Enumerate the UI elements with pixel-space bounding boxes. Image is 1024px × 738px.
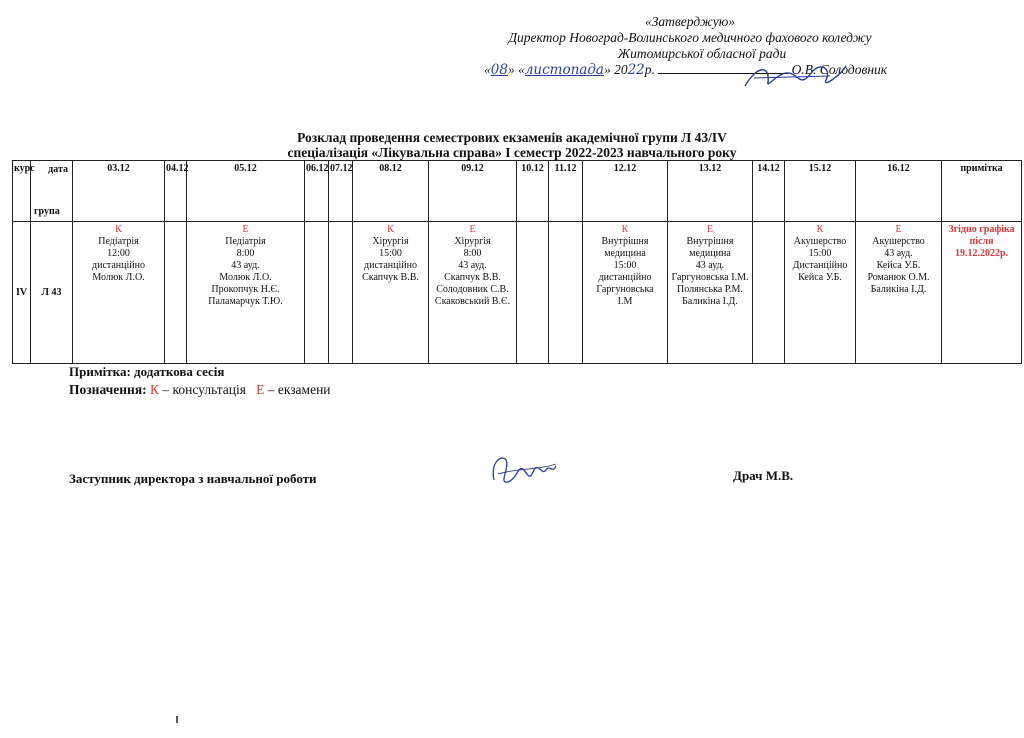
session-line: 15:00 xyxy=(613,260,637,271)
exam-schedule-table xyxy=(12,160,1022,364)
approval-year-prefix: » 20 xyxy=(603,62,628,77)
session-line: І.М xyxy=(617,296,633,307)
deputy-name: Драч М.В. xyxy=(733,468,794,483)
session-line: Гаргуновська xyxy=(596,284,654,295)
session-type: К xyxy=(115,224,122,235)
session-line: 12:00 xyxy=(107,248,130,259)
schedule-cell xyxy=(73,222,165,364)
header-date-cell: 11.12 xyxy=(549,161,583,222)
session-line: 43 ауд. xyxy=(231,260,260,271)
schedule-cell xyxy=(165,222,187,364)
session-line: Хірургія xyxy=(372,236,409,247)
session-type: Е xyxy=(469,224,476,235)
row-note: Згідно графіка після 19.12.2022р. xyxy=(942,222,1022,364)
header-date-group xyxy=(31,161,73,222)
session-line: медицина xyxy=(604,248,646,259)
session-line: Баликіна І.Д. xyxy=(870,284,927,295)
schedule-cell xyxy=(549,222,583,364)
approval-line-1: «Затверджую» xyxy=(644,14,735,29)
schedule-cell xyxy=(856,222,942,364)
session-line: 15:00 xyxy=(379,248,402,259)
header-date-cell: 13.12 xyxy=(668,161,753,222)
schedule-cell xyxy=(329,222,353,364)
header-date-cell: 09.12 xyxy=(429,161,517,222)
schedule-title-line-1: Розклад проведення семестрових екзаменів академічної групи Л 43/IV xyxy=(297,130,727,145)
schedule-cell xyxy=(517,222,549,364)
header-date: дата xyxy=(48,164,68,175)
session-line: Скапчук В.В. xyxy=(362,272,419,283)
schedule-cell xyxy=(353,222,429,364)
legend-e: Е xyxy=(256,382,265,397)
schedule-cell xyxy=(583,222,668,364)
session-line: Скаковський В.Є. xyxy=(434,296,511,307)
header-date-cell: 03.12 xyxy=(73,161,165,222)
header-date-cell: 15.12 xyxy=(785,161,856,222)
schedule-cell xyxy=(429,222,517,364)
session-type: Е xyxy=(895,224,902,235)
header-date-cell: 10.12 xyxy=(517,161,549,222)
director-name: О.В. Солодовник xyxy=(791,62,888,77)
session-line: 43 ауд. xyxy=(884,248,913,259)
session-line: Солодовник С.В. xyxy=(436,284,509,295)
row-course: IV xyxy=(13,222,31,364)
schedule-cell xyxy=(305,222,329,364)
session-line: Педіатрія xyxy=(98,236,139,247)
session-line: Дистанційно xyxy=(792,260,848,271)
header-date-cell: 12.12 xyxy=(583,161,668,222)
legend-e-text: – екзамени xyxy=(264,382,331,397)
header-date-cell: 04.12 xyxy=(165,161,187,222)
session-line: Акушерство xyxy=(793,236,847,247)
session-type: К xyxy=(816,224,824,235)
row-group: Л 43 xyxy=(31,222,73,364)
deputy-title: Заступник директора з навчальної роботи xyxy=(69,471,317,486)
session-line: Педіатрія xyxy=(225,236,266,247)
header-course: курс xyxy=(13,161,31,222)
header-group: група xyxy=(34,206,60,217)
header-date-cell: 08.12 xyxy=(353,161,429,222)
session-line: Акушерство xyxy=(872,236,925,247)
session-line: Хірургія xyxy=(454,236,491,247)
session-line: медицина xyxy=(689,248,731,259)
header-date-cell: 07.12 xyxy=(329,161,353,222)
approval-block xyxy=(460,14,920,78)
approval-year-end: р. xyxy=(644,62,655,77)
header-date-cell: 14.12 xyxy=(753,161,785,222)
approval-month: листопада xyxy=(524,62,604,78)
session-line: Прокопчук Н.Є. xyxy=(211,284,280,295)
session-line: Молюк Л.О. xyxy=(219,272,272,283)
session-line: дистанційно xyxy=(598,272,652,283)
legend-label: Позначення: xyxy=(69,382,147,397)
legend-k: К xyxy=(150,382,160,397)
session-type: Е xyxy=(242,224,249,235)
header-note: примітка xyxy=(942,161,1022,222)
director-signature xyxy=(740,60,850,94)
session-line: Романюк О.М. xyxy=(867,272,930,283)
session-line: Кейса У.Б. xyxy=(876,260,921,271)
header-date-cell: 16.12 xyxy=(856,161,942,222)
legend-k-text: – консультація xyxy=(159,382,246,397)
legend xyxy=(69,382,331,398)
session-line: Внутрішня xyxy=(601,236,649,247)
session-line: Кейса У.Б. xyxy=(798,272,842,283)
session-type: К xyxy=(621,224,629,235)
schedule-cell xyxy=(668,222,753,364)
approval-line-3: Житомирської обласної ради xyxy=(617,46,787,61)
header-date-cell: 06.12 xyxy=(305,161,329,222)
session-line: 43 ауд. xyxy=(695,260,725,271)
schedule-cell xyxy=(753,222,785,364)
schedule-cell xyxy=(785,222,856,364)
table-row xyxy=(13,222,1022,364)
header-date-cell: 05.12 xyxy=(187,161,305,222)
session-line: дистанційно xyxy=(92,260,145,271)
session-type: К xyxy=(387,224,394,235)
table-header-row xyxy=(13,161,1022,222)
session-line: 8:00 xyxy=(236,248,255,259)
scan-mark xyxy=(176,716,178,723)
session-line: Полянська Р.М. xyxy=(677,284,743,295)
session-line: Внутрішня xyxy=(686,236,734,247)
session-line: дистанційно xyxy=(364,260,417,271)
session-line: Скапчук В.В. xyxy=(444,272,501,283)
approval-line-2: Директор Новоград-Волинського медичного фахового коледжу xyxy=(508,30,872,45)
session-line: Молюк Л.О. xyxy=(92,272,145,283)
session-line: 15:00 xyxy=(808,248,832,259)
approval-date-line: «08» «листопада» 2022р. О.В. Солодовник xyxy=(484,62,888,78)
session-line: Баликіна І.Д. xyxy=(682,296,738,307)
approval-year-suffix: 22 xyxy=(627,62,645,78)
schedule-title-line-2: спеціалізація «Лікувальна справа» І семестр 2022-2023 навчального року xyxy=(287,145,737,160)
session-line: Паламарчук Т.Ю. xyxy=(208,296,283,307)
session-line: 8:00 xyxy=(463,248,482,259)
session-line: 43 ауд. xyxy=(458,260,487,271)
session-type: Е xyxy=(706,224,714,235)
footnote: Примітка: додаткова сесія xyxy=(69,364,225,379)
session-line: Гаргуновська І.М. xyxy=(671,272,749,283)
deputy-signature xyxy=(488,450,560,490)
schedule-cell xyxy=(187,222,305,364)
approval-day: 08 xyxy=(490,62,508,78)
